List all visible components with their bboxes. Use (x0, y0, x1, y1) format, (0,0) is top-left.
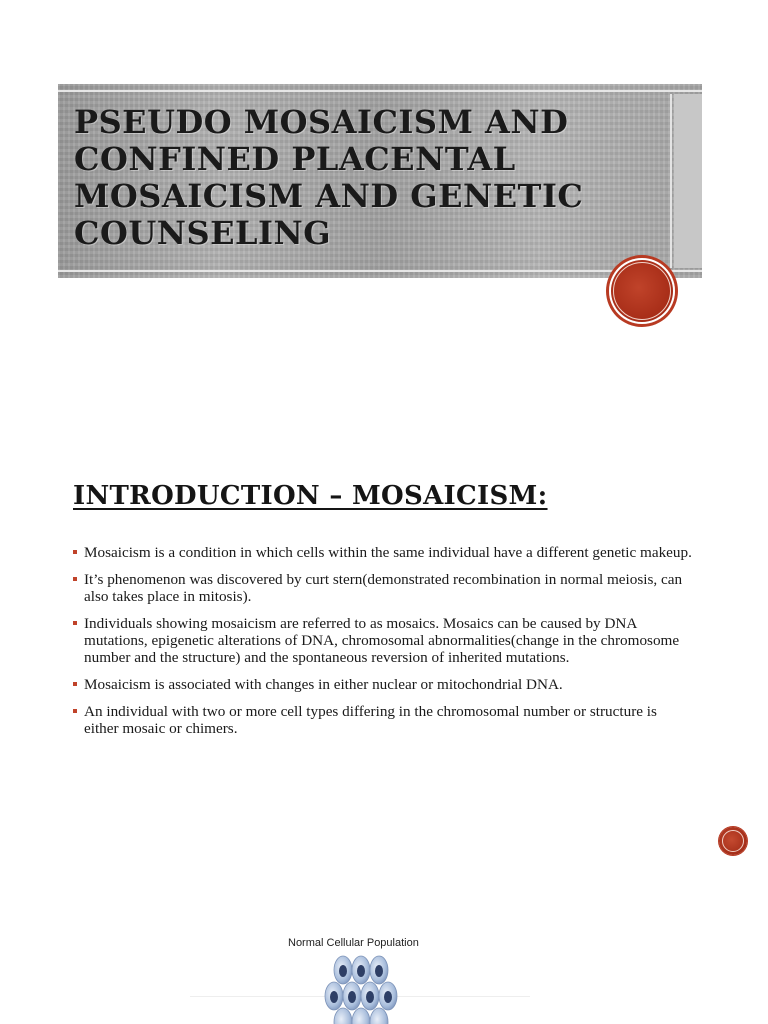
list-item (73, 544, 693, 561)
list-item (73, 615, 693, 666)
square-bullet-icon (73, 709, 77, 713)
square-bullet-icon (73, 577, 77, 581)
square-bullet-icon (73, 550, 77, 554)
banner-rule-bottom (58, 270, 702, 272)
bullet-text: An individual with two or more cell types differing in the chromosomal number or structure is either mosaic or chimers. (84, 703, 657, 737)
banner-divider (670, 94, 672, 268)
bullet-text: Individuals showing mosaicism are referred to as mosaics. Mosaics can be caused by DNA mutations, epigenetic alterations of DNA, chromosomal abnormalities(change in the chromosome number and the structure) and the spontaneous reversion of inherited mutations. (84, 615, 680, 666)
title-banner (58, 84, 702, 278)
banner-side-strip (674, 94, 702, 268)
cell-row-3 (334, 1008, 388, 1024)
figure-caption: Normal Cellular Population (288, 937, 419, 949)
banner-rule-top (58, 90, 702, 92)
list-item (73, 571, 693, 605)
cell-population-illustration (320, 952, 402, 1024)
square-bullet-icon (73, 682, 77, 686)
section-heading: INTRODUCTION – MOSAICISM: (73, 481, 548, 511)
list-item (73, 703, 693, 737)
small-decorative-circle-icon (719, 827, 747, 855)
bullet-text: Mosaicism is associated with changes in either nuclear or mitochondrial DNA. (84, 676, 563, 693)
decorative-circle-icon (609, 258, 675, 324)
slide-title: PSEUDO MOSAICISM AND CONFINED PLACENTAL MOSAICISM AND GENETIC COUNSELING (74, 103, 584, 252)
bullet-text: Mosaicism is a condition in which cells within the same individual have a different genetic makeup. (84, 544, 692, 561)
cell-row-1 (334, 956, 388, 984)
cell-row-2 (325, 982, 397, 1010)
bullet-list (73, 544, 693, 747)
bullet-text: It’s phenomenon was discovered by curt stern(demonstrated recombination in normal meiosis, can also takes place in mitosis). (84, 571, 683, 605)
list-item (73, 676, 693, 693)
square-bullet-icon (73, 621, 77, 625)
